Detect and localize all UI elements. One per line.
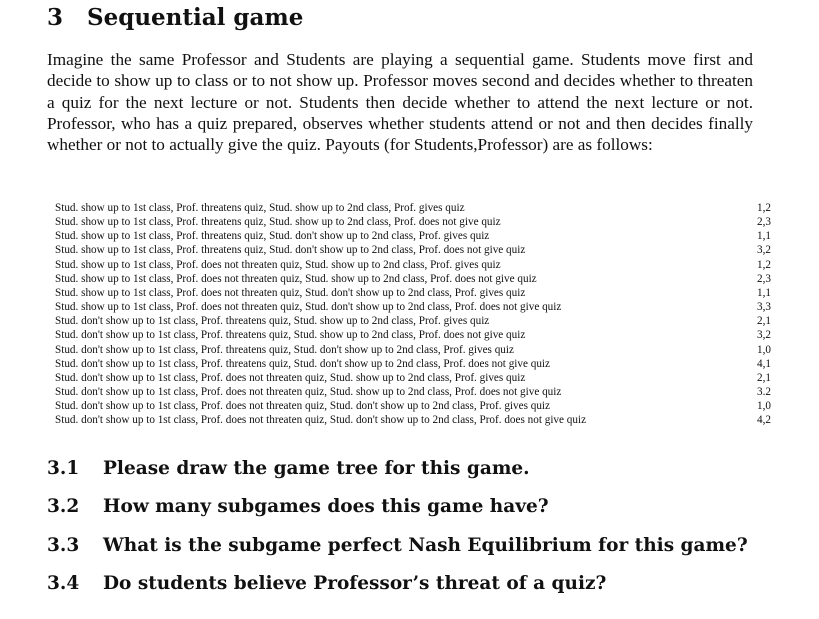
outcome-cell: Stud. show up to 1st class, Prof. does not threaten quiz, Stud. don't show up to 2nd class, Prof. gives quiz (55, 286, 526, 299)
outcome-cell: Stud. don't show up to 1st class, Prof. threatens quiz, Stud. don't show up to 2nd class, Prof. gives quiz (55, 343, 514, 356)
payoff-cell: 2,3 (757, 272, 771, 285)
payoff-cell: 2,1 (757, 371, 771, 384)
section-number: 3 (47, 4, 64, 31)
subsection-number: 3.4 (47, 572, 80, 594)
payoff-cell: 2,1 (757, 315, 771, 328)
payoff-cell: 1,1 (757, 286, 771, 299)
payoff-row (55, 385, 771, 399)
payoff-row (55, 258, 771, 272)
subsection-title: Please draw the game tree for this game. (103, 458, 530, 479)
payoff-cell: 1,1 (757, 230, 771, 243)
payoff-row (55, 413, 771, 427)
subsection-3-4 (47, 565, 748, 603)
payoff-row (55, 272, 771, 286)
payoff-row (55, 399, 771, 413)
outcome-cell: Stud. show up to 1st class, Prof. threatens quiz, Stud. don't show up to 2nd class, Prof. gives quiz (55, 230, 490, 243)
subsection-title: What is the subgame perfect Nash Equilibrium for this game? (103, 534, 748, 556)
question-list (47, 450, 748, 603)
section-title: Sequential game (87, 4, 304, 31)
outcome-cell: Stud. don't show up to 1st class, Prof. does not threaten quiz, Stud. show up to 2nd class, Prof. does not give quiz (55, 386, 562, 399)
payoff-row (55, 343, 771, 357)
payoff-row (55, 286, 771, 300)
payoff-row (55, 243, 771, 257)
subsection-3-1 (47, 450, 748, 488)
section-heading (47, 4, 303, 32)
payoff-row (55, 201, 771, 215)
payoff-cell: 4,2 (757, 414, 771, 427)
payoff-cell: 1,2 (757, 258, 771, 271)
payoff-row (55, 328, 771, 342)
subsection-title: How many subgames does this game have? (103, 496, 549, 518)
payoff-table (55, 201, 771, 428)
outcome-cell: Stud. don't show up to 1st class, Prof. does not threaten quiz, Stud. don't show up to 2nd class, Prof. gives quiz (55, 400, 551, 413)
payoff-cell: 1,2 (757, 202, 771, 214)
payoff-row (55, 229, 771, 243)
payoff-cell: 3,3 (757, 301, 771, 314)
outcome-cell: Stud. show up to 1st class, Prof. does not threaten quiz, Stud. don't show up to 2nd class, Prof. does not give quiz (55, 301, 562, 314)
outcome-cell: Stud. show up to 1st class, Prof. threatens quiz, Stud. don't show up to 2nd class, Prof. does not give quiz (55, 244, 526, 257)
intro-paragraph: Imagine the same Professor and Students are playing a sequential game. Students move first and decide to show up to class or to not show up. Professor moves second and decides whether to threaten a quiz for the next lecture or not. Students then decide whether to attend the next lecture or not. Professor, who has a quiz prepared, observes whether students attend or not and then decides finally whether or not to actually give the quiz. Payouts (for Students,Professor) are as follows: (47, 50, 753, 155)
subsection-3-2 (47, 488, 748, 526)
payoff-row (55, 215, 771, 229)
subsection-number: 3.2 (47, 496, 80, 518)
payoff-cell: 1,0 (757, 343, 771, 356)
outcome-cell: Stud. show up to 1st class, Prof. threatens quiz, Stud. show up to 2nd class, Prof. does not give quiz (55, 216, 501, 229)
subsection-3-3 (47, 527, 748, 565)
payoff-row (55, 371, 771, 385)
outcome-cell: Stud. don't show up to 1st class, Prof. threatens quiz, Stud. don't show up to 2nd class, Prof. does not give quiz (55, 357, 551, 370)
payoff-cell: 3,2 (757, 244, 771, 257)
payoff-cell: 2,3 (757, 216, 771, 229)
payoff-cell: 4,1 (757, 357, 771, 370)
outcome-cell: Stud. show up to 1st class, Prof. does not threaten quiz, Stud. show up to 2nd class, Prof. does not give quiz (55, 272, 537, 285)
outcome-cell: Stud. show up to 1st class, Prof. does not threaten quiz, Stud. show up to 2nd class, Prof. gives quiz (55, 258, 501, 271)
payoff-row (55, 357, 771, 371)
outcome-cell: Stud. don't show up to 1st class, Prof. does not threaten quiz, Stud. show up to 2nd class, Prof. gives quiz (55, 371, 526, 384)
payoff-cell: 3.2 (757, 386, 771, 399)
outcome-cell: Stud. don't show up to 1st class, Prof. does not threaten quiz, Stud. don't show up to 2nd class, Prof. does not give quiz (55, 414, 587, 427)
payoff-cell: 3,2 (757, 329, 771, 342)
outcome-cell: Stud. don't show up to 1st class, Prof. threatens quiz, Stud. show up to 2nd class, Prof. does not give quiz (55, 329, 526, 342)
outcome-cell: Stud. show up to 1st class, Prof. threatens quiz, Stud. show up to 2nd class, Prof. gives quiz (55, 202, 465, 214)
outcome-cell: Stud. don't show up to 1st class, Prof. threatens quiz, Stud. show up to 2nd class, Prof. gives quiz (55, 315, 490, 328)
subsection-number: 3.1 (47, 458, 80, 479)
payoff-row (55, 314, 771, 328)
subsection-title: Do students believe Professor’s threat of a quiz? (103, 572, 607, 594)
subsection-number: 3.3 (47, 534, 80, 556)
payoff-cell: 1,0 (757, 400, 771, 413)
payoff-row (55, 300, 771, 314)
